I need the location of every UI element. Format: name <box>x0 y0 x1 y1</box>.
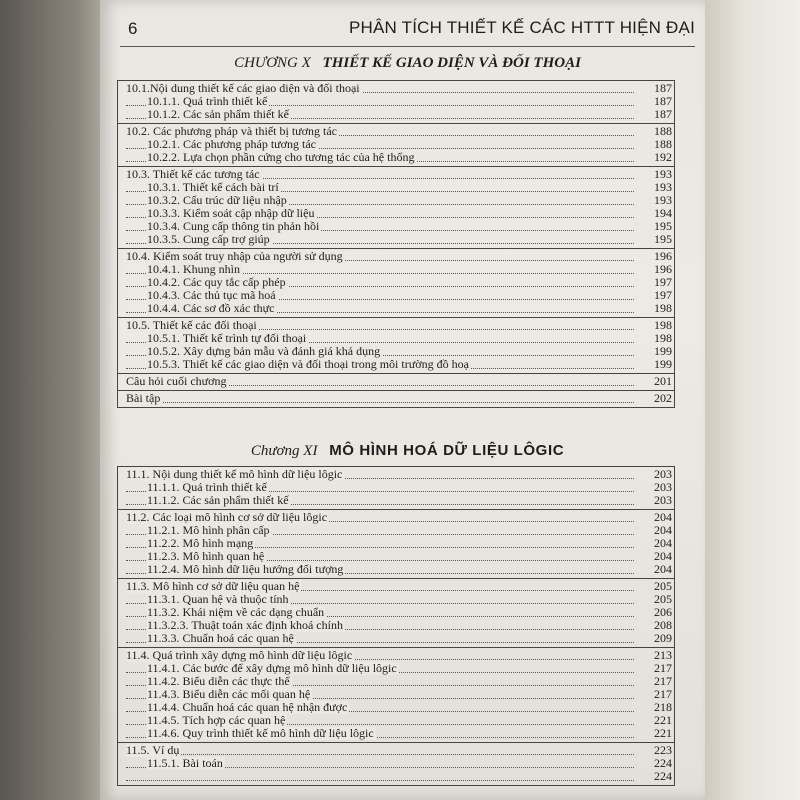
toc-entry-label: 11.4.1. Các bước để xây dựng mô hình dữ liệu lôgic <box>147 662 397 675</box>
toc-entry <box>118 95 674 108</box>
toc-entry <box>118 468 674 481</box>
toc-entry-page: 187 <box>654 108 672 121</box>
toc-entry-label: 10.4.4. Các sơ đồ xác thực <box>147 302 275 315</box>
toc-table <box>117 466 675 786</box>
toc-entry-page: 196 <box>654 250 672 263</box>
toc-entry-page: 213 <box>654 649 672 662</box>
toc-entry-page: 208 <box>654 619 672 632</box>
toc-entry <box>118 757 674 770</box>
toc-entry-label: 10.1.Nội dung thiết kế các giao diện và đối thoại <box>126 82 360 95</box>
toc-section <box>118 249 674 318</box>
toc-entry-label: 10.5.2. Xây dựng bản mẫu và đánh giá khả dụng <box>147 345 381 358</box>
running-header <box>120 16 695 47</box>
toc-entry-page: 203 <box>654 468 672 481</box>
toc-entry <box>118 108 674 121</box>
toc-entry <box>118 194 674 207</box>
toc-entry-page: 221 <box>654 714 672 727</box>
dot-leader <box>126 402 634 403</box>
toc-entry-page: 204 <box>654 550 672 563</box>
toc-entry-page: 204 <box>654 563 672 576</box>
toc-entry-page: 204 <box>654 537 672 550</box>
toc-entry-page: 199 <box>654 345 672 358</box>
toc-entry <box>118 580 674 593</box>
toc-entry <box>118 524 674 537</box>
toc-entry-page: 197 <box>654 276 672 289</box>
toc-entry <box>118 494 674 507</box>
toc-entry-page: 202 <box>654 392 672 405</box>
toc-entry <box>118 649 674 662</box>
toc-entry <box>118 375 674 388</box>
toc-entry-page: 192 <box>654 151 672 164</box>
toc-entry-page: 193 <box>654 181 672 194</box>
toc-entry-label: 11.4. Quá trình xây dựng mô hình dữ liệu lôgic <box>126 649 353 662</box>
toc-entry <box>118 606 674 619</box>
toc-entry-label: 11.2.2. Mô hình mạng <box>147 537 254 550</box>
toc-entry-page: 217 <box>654 688 672 701</box>
toc-entry-page: 203 <box>654 494 672 507</box>
toc-entry <box>118 263 674 276</box>
toc-entry <box>118 168 674 181</box>
toc-entry <box>118 276 674 289</box>
toc-entry-label: 10.5.3. Thiết kế các giao diện và đối thoại trong môi trường đồ hoạ <box>147 358 469 371</box>
toc-entry-label: 11.1. Nội dung thiết kế mô hình dữ liệu lôgic <box>126 468 343 481</box>
book-page <box>100 0 705 800</box>
toc-entry <box>118 233 674 246</box>
dot-leader <box>126 754 634 755</box>
toc-section <box>118 391 674 408</box>
toc-section <box>118 81 674 124</box>
toc-entry-label: 10.3.3. Kiểm soát cập nhập dữ liệu <box>147 207 315 220</box>
toc-entry-page: 218 <box>654 701 672 714</box>
toc-entry-page: 217 <box>654 675 672 688</box>
toc-entry-page: 204 <box>654 524 672 537</box>
toc-entry <box>118 138 674 151</box>
toc-entry-page: 206 <box>654 606 672 619</box>
toc-entry <box>118 125 674 138</box>
toc-entry <box>118 207 674 220</box>
toc-section <box>118 318 674 374</box>
toc-entry-label: Câu hỏi cuối chương <box>126 375 227 388</box>
toc-entry-label: 11.2. Các loại mô hình cơ sở dữ liệu lôgic <box>126 511 328 524</box>
toc-entry-label: 11.4.2. Biểu diễn các thực thể <box>147 675 290 688</box>
page-number: 6 <box>128 19 138 38</box>
toc-entry-label: 10.1.2. Các sản phẩm thiết kế <box>147 108 289 121</box>
toc-table <box>117 80 675 408</box>
toc-entry-page: 217 <box>654 662 672 675</box>
toc-entry-label: 10.1.1. Quá trình thiết kế <box>147 95 268 108</box>
toc-entry <box>118 220 674 233</box>
chapter-title: MÔ HÌNH HOÁ DỮ LIỆU LÔGIC <box>329 442 565 459</box>
book-title: PHÂN TÍCH THIẾT KẾ CÁC HTTT HIỆN ĐẠI <box>349 18 695 37</box>
toc-section <box>118 467 674 510</box>
toc-entry <box>118 727 674 740</box>
chapter-number: CHƯƠNG X <box>234 55 311 71</box>
toc-entry <box>118 744 674 757</box>
toc-section <box>118 374 674 391</box>
toc-entry-label: 10.2.2. Lựa chọn phần cứng cho tương tác của hệ thống <box>147 151 415 164</box>
toc-entry-label: 10.5.1. Thiết kế trình tự đối thoại <box>147 332 307 345</box>
toc-entry-page: 209 <box>654 632 672 645</box>
toc-entry-page: 198 <box>654 319 672 332</box>
toc-entry-label: 10.3.1. Thiết kế cách bài trí <box>147 181 279 194</box>
toc-entry-label: 11.2.1. Mô hình phân cấp <box>147 524 270 537</box>
toc-section <box>118 579 674 648</box>
toc-entry <box>118 675 674 688</box>
toc-entry-page: 188 <box>654 138 672 151</box>
background-right <box>705 0 800 800</box>
toc-entry <box>118 662 674 675</box>
toc-entry <box>118 632 674 645</box>
toc-entry-page: 221 <box>654 727 672 740</box>
toc-entry <box>118 332 674 345</box>
toc-entry <box>118 563 674 576</box>
toc-entry-label: 11.5.1. Bài toán <box>147 757 223 770</box>
toc-entry <box>118 289 674 302</box>
toc-entry <box>118 250 674 263</box>
toc-entry-page: 193 <box>654 194 672 207</box>
toc-entry-page: 187 <box>654 95 672 108</box>
toc-entry <box>118 345 674 358</box>
toc-entry-page: 198 <box>654 302 672 315</box>
toc-section <box>118 510 674 579</box>
toc-entry-label: Bài tập <box>126 392 161 405</box>
chapter-title: THIẾT KẾ GIAO DIỆN VÀ ĐỐI THOẠI <box>322 55 581 71</box>
toc-entry-page: 204 <box>654 511 672 524</box>
toc-entry <box>118 358 674 371</box>
toc-entry-label: 11.3.2. Khái niệm về các dạng chuẩn <box>147 606 325 619</box>
toc-entry-label: 11.4.6. Quy trình thiết kế mô hình dữ liệu lôgic <box>147 727 374 740</box>
toc-entry-label: 10.4.1. Khung nhìn <box>147 263 240 276</box>
toc-entry <box>118 770 674 783</box>
toc-entry <box>118 688 674 701</box>
toc-entry-label: 11.3. Mô hình cơ sở dữ liệu quan hệ <box>126 580 300 593</box>
toc-entry-page: 205 <box>654 593 672 606</box>
toc-entry <box>118 701 674 714</box>
toc-entry-label: 10.2. Các phương pháp và thiết bị tương tác <box>126 125 337 138</box>
toc-entry-page: 196 <box>654 263 672 276</box>
toc-entry-page: 188 <box>654 125 672 138</box>
toc-entry-page: 193 <box>654 168 672 181</box>
toc-entry-page: 187 <box>654 82 672 95</box>
toc-entry-label: 11.4.4. Chuẩn hoá các quan hệ nhận được <box>147 701 348 714</box>
toc-entry-label: 11.5. Ví dụ <box>126 744 180 757</box>
toc-entry <box>118 714 674 727</box>
toc-entry <box>118 550 674 563</box>
chapter-heading <box>120 442 695 460</box>
toc-entry-page: 199 <box>654 358 672 371</box>
toc-entry-label: 10.4.2. Các quy tắc cấp phép <box>147 276 286 289</box>
toc-entry-label: 10.3. Thiết kế các tương tác <box>126 168 260 181</box>
toc-entry-label: 11.1.1. Quá trình thiết kế <box>147 481 267 494</box>
toc-entry <box>118 302 674 315</box>
toc-entry <box>118 537 674 550</box>
toc-entry <box>118 151 674 164</box>
toc-entry <box>118 392 674 405</box>
toc-entry-label: 10.3.5. Cung cấp trợ giúp <box>147 233 270 246</box>
toc-entry-label: 10.4. Kiểm soát truy nhập của người sử dụng <box>126 250 343 263</box>
toc-entry-page: 203 <box>654 481 672 494</box>
toc-entry-page: 205 <box>654 580 672 593</box>
toc-entry-label: 10.5. Thiết kế các đối thoại <box>126 319 257 332</box>
chapter-number: Chương XI <box>250 443 318 459</box>
toc-entry-label: 11.2.3. Mô hình quan hệ <box>147 550 265 563</box>
toc-entry-page: 201 <box>654 375 672 388</box>
toc-entry-page: 197 <box>654 289 672 302</box>
toc-entry-label: 10.3.2. Cấu trúc dữ liệu nhập <box>147 194 287 207</box>
toc-entry <box>118 511 674 524</box>
toc-entry <box>118 481 674 494</box>
toc-entry-label: 10.3.4. Cung cấp thông tin phản hồi <box>147 220 320 233</box>
dot-leader <box>126 780 634 781</box>
toc-entry-page: 195 <box>654 220 672 233</box>
toc-section <box>118 648 674 743</box>
toc-section <box>118 743 674 786</box>
toc-entry-label: 10.2.1. Các phương pháp tương tác <box>147 138 317 151</box>
toc-entry-label: 11.1.2. Các sản phẩm thiết kế <box>147 494 289 507</box>
toc-entry-page: 224 <box>654 770 672 783</box>
chapter-heading <box>120 55 695 72</box>
toc-section <box>118 167 674 249</box>
toc-entry <box>118 181 674 194</box>
toc-entry-page: 224 <box>654 757 672 770</box>
toc-entry-label: 10.4.3. Các thủ tục mã hoá <box>147 289 276 302</box>
toc-entry <box>118 82 674 95</box>
toc-entry-page: 223 <box>654 744 672 757</box>
toc-entry <box>118 619 674 632</box>
toc-entry-label: 11.4.5. Tích hợp các quan hệ <box>147 714 286 727</box>
toc-entry <box>118 593 674 606</box>
toc-section <box>118 124 674 167</box>
toc-entry-page: 195 <box>654 233 672 246</box>
toc-entry-label: 11.3.3. Chuẩn hoá các quan hệ <box>147 632 294 645</box>
toc-entry-page: 194 <box>654 207 672 220</box>
toc-entry-page: 198 <box>654 332 672 345</box>
toc-entry-label: 11.2.4. Mô hình dữ liệu hướng đối tượng <box>147 563 344 576</box>
toc-entry-label: 11.3.2.3. Thuật toán xác định khoá chính <box>147 619 343 632</box>
background-left <box>0 0 110 800</box>
toc-entry-label: 11.3.1. Quan hệ và thuộc tính <box>147 593 289 606</box>
toc-entry <box>118 319 674 332</box>
toc-entry-label: 11.4.3. Biểu diễn các mối quan hệ <box>147 688 311 701</box>
